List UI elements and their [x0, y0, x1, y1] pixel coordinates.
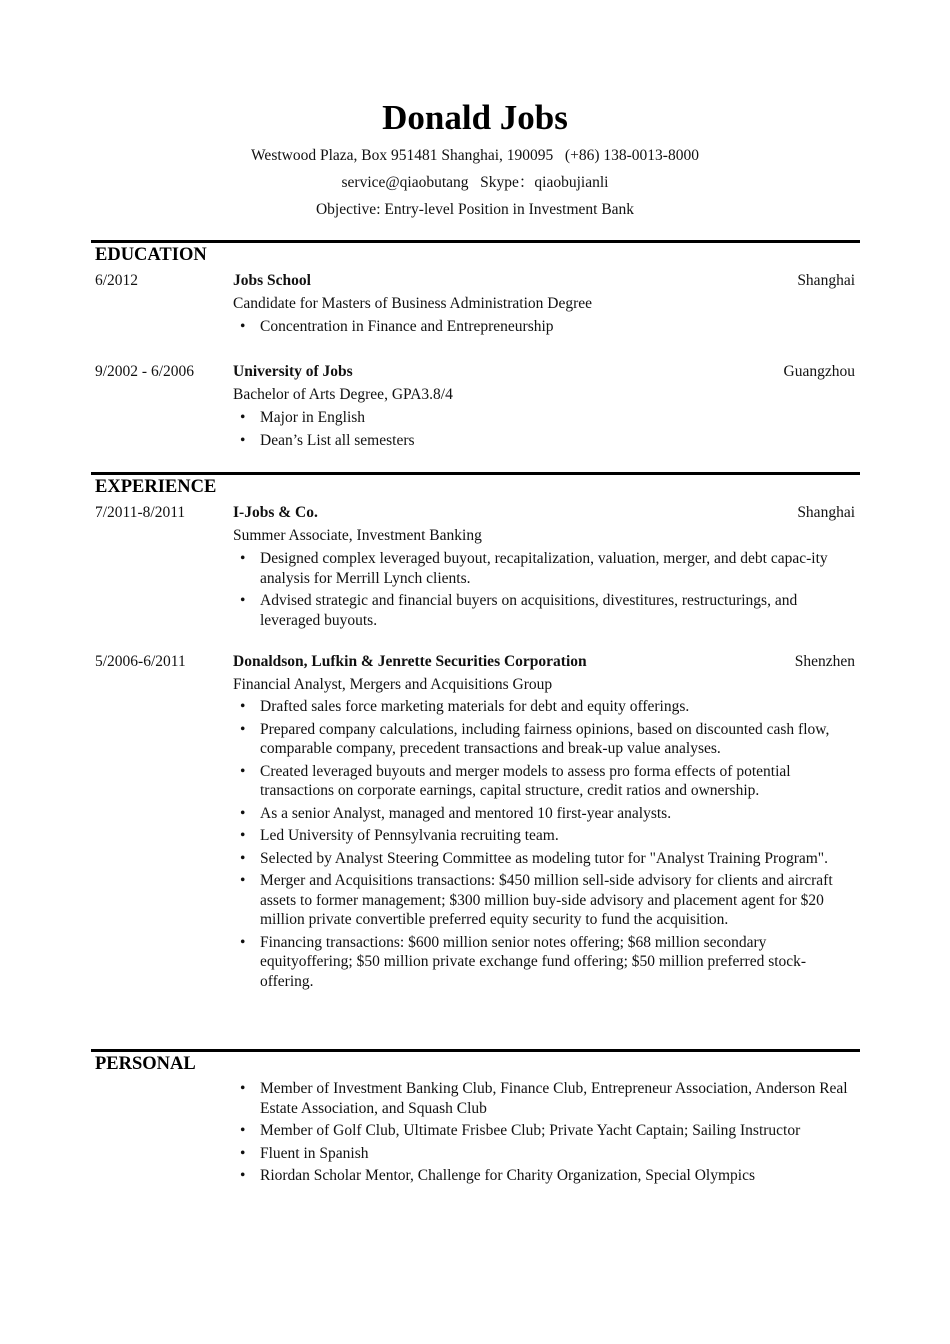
entry-date: 5/2006-6/2011 — [95, 653, 186, 670]
bullet-icon: • — [240, 872, 246, 889]
bullet-icon: • — [240, 409, 246, 426]
list-item — [233, 1121, 858, 1141]
list-item — [233, 720, 858, 759]
bullet-list — [233, 408, 858, 453]
bullet-icon: • — [240, 592, 246, 609]
bullet-text: Financing transactions: $600 million senior notes offering; $68 million secondary equityoffering; $50 million private exchange fund offering; $50 million preferred stock-offering. — [260, 933, 807, 990]
experience-section — [91, 472, 860, 1042]
bullet-list — [233, 317, 858, 340]
bullet-icon: • — [240, 720, 246, 738]
email-skype-line: service@qiaobutang Skype：qiaobujianli — [341, 174, 609, 191]
list-item — [233, 826, 858, 846]
bullet-icon: • — [240, 1167, 246, 1184]
bullet-text: Member of Investment Banking Club, Finance Club, Entrepreneur Association, Anderson Real Estate Association, and Squash Club — [260, 1080, 848, 1117]
list-item — [233, 1144, 858, 1164]
bullet-text: Advised strategic and financial buyers on acquisitions, divestitures, restructurings, and leveraged buyouts. — [260, 592, 798, 629]
list-item — [233, 804, 858, 824]
entry-role: Summer Associate, Investment Banking — [233, 527, 482, 544]
list-item — [233, 697, 858, 717]
bullet-text: Created leveraged buyouts and merger models to assess pro forma effects of potential transactions on corporate earnings, capital structure, credit ratios and ownership. — [260, 762, 791, 799]
education-section — [91, 240, 860, 460]
list-item — [233, 762, 858, 801]
list-item — [233, 408, 858, 428]
bullet-icon: • — [240, 318, 246, 335]
bullet-text: Selected by Analyst Steering Committee as modeling tutor for "Analyst Training Program". — [260, 849, 829, 867]
entry-organization: Jobs School — [233, 272, 311, 289]
entry-date: 7/2011-8/2011 — [95, 504, 186, 521]
section-divider — [91, 1049, 860, 1052]
entry-organization: Donaldson, Lufkin & Jenrette Securities Corporation — [233, 653, 587, 670]
bullet-icon: • — [240, 1144, 246, 1162]
bullet-icon: • — [240, 762, 246, 780]
bullet-text: As a senior Analyst, managed and mentored 10 first-year analysts. — [260, 804, 672, 822]
bullet-text: Member of Golf Club, Ultimate Frisbee Club; Private Yacht Captain; Sailing Instructor — [260, 1122, 801, 1139]
bullet-text: Dean’s List all semesters — [260, 431, 415, 449]
bullet-icon: • — [240, 1080, 246, 1097]
bullet-text: Drafted sales force marketing materials for debt and equity offerings. — [260, 698, 690, 715]
entry-location: Guangzhou — [783, 363, 855, 380]
address-phone-line: Westwood Plaza, Box 951481 Shanghai, 190095 (+86) 138-0013-8000 — [251, 147, 699, 164]
entry-organization: I-Jobs & Co. — [233, 504, 318, 521]
list-item — [233, 849, 858, 869]
bullet-icon: • — [240, 849, 246, 867]
list-item — [233, 1079, 858, 1118]
list-item — [233, 431, 858, 451]
section-title: EDUCATION — [95, 245, 207, 265]
bullet-icon: • — [240, 1122, 246, 1139]
bullet-list — [233, 697, 858, 994]
bullet-text: Prepared company calculations, including fairness opinions, based on discounted cash flow, comparable company, precedent transactions and break-up value analyses. — [260, 720, 830, 757]
entry-organization: University of Jobs — [233, 363, 353, 380]
bullet-icon: • — [240, 827, 246, 844]
bullet-icon: • — [240, 431, 246, 449]
section-title: PERSONAL — [95, 1054, 196, 1074]
bullet-text: Fluent in Spanish — [260, 1144, 369, 1162]
entry-role: Bachelor of Arts Degree, GPA3.8/4 — [233, 386, 453, 403]
list-item — [233, 591, 858, 630]
list-item — [233, 317, 858, 337]
bullet-text: Merger and Acquisitions transactions: $450 million sell-side advisory for clients and aircraft assets to former management; $300 million buy-side advisory and placement agent for $20 million private convertible preferred equity security to fund the acquisition. — [260, 872, 833, 928]
bullet-icon: • — [240, 550, 246, 567]
bullet-text: Major in English — [260, 409, 366, 426]
bullet-icon: • — [240, 804, 246, 822]
bullet-text: Concentration in Finance and Entrepreneurship — [260, 318, 554, 335]
entry-date: 9/2002 - 6/2006 — [95, 363, 195, 380]
list-item — [233, 549, 858, 588]
bullet-list — [233, 549, 858, 633]
personal-section — [91, 1049, 860, 1199]
objective-line: Objective: Entry-level Position in Investment Bank — [315, 201, 635, 218]
bullet-icon: • — [240, 933, 246, 951]
list-item — [233, 933, 858, 992]
bullet-text: Led University of Pennsylvania recruiting team. — [260, 827, 559, 844]
candidate-name: Donald Jobs — [382, 98, 568, 137]
entry-location: Shanghai — [797, 272, 855, 289]
entry-location: Shanghai — [797, 504, 855, 521]
bullet-text: Designed complex leveraged buyout, recapitalization, valuation, merger, and debt capac-ity analysis for Merrill Lynch clients. — [260, 550, 828, 587]
bullet-icon: • — [240, 698, 246, 715]
list-item — [233, 871, 858, 930]
section-title: EXPERIENCE — [95, 477, 217, 497]
entry-role: Financial Analyst, Mergers and Acquisitions Group — [233, 676, 553, 693]
list-item — [233, 1166, 858, 1186]
entry-location: Shenzhen — [794, 653, 855, 670]
entry-date: 6/2012 — [95, 272, 139, 289]
bullet-text: Riordan Scholar Mentor, Challenge for Charity Organization, Special Olympics — [260, 1167, 755, 1184]
bullet-list — [233, 1079, 858, 1189]
entry-role: Candidate for Masters of Business Administration Degree — [233, 295, 593, 312]
